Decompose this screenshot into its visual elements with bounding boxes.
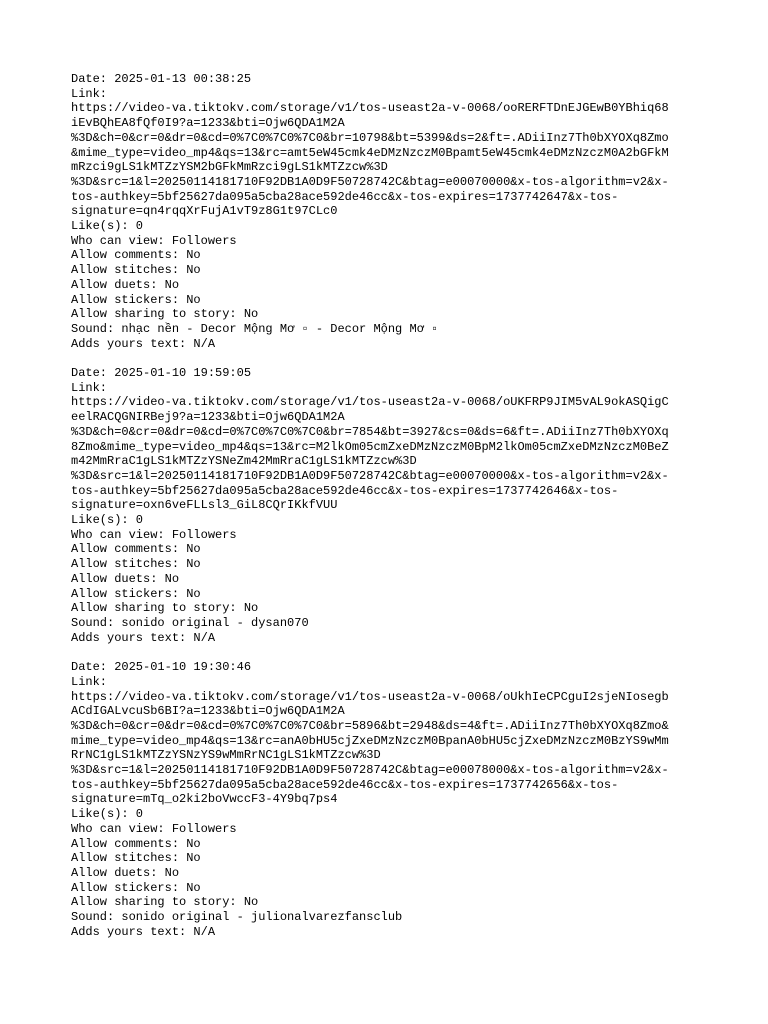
entry-likes: Like(s): 0	[71, 807, 144, 822]
entry-allow-stitches: Allow stitches: No	[71, 263, 201, 278]
entry-allow-comments: Allow comments: No	[71, 836, 201, 851]
entry-link-line: %3D&ch=0&cr=0&dr=0&cd=0%7C0%7C0%7C0&br=7854&bt=3927&cs=0&ds=6&ft=.ADiiInz7Th0bXYOXq	[71, 424, 669, 439]
entry-allow-duets: Allow duets: No	[71, 277, 180, 292]
entry-link-line: %3D&src=1&l=20250114181710F92DB1A0D9F50728742C&btag=e00078000&x-tos-algorithm=v2&x-	[71, 763, 669, 778]
entry-link-line: iEvBQhEA8fQf0I9?a=1233&bti=Ojw6QDA1M2A	[71, 116, 345, 131]
entry-allow-stitches: Allow stitches: No	[71, 557, 201, 572]
entry-who-can-view: Who can view: Followers	[71, 233, 237, 248]
entry-link-line: RrNC1gLS1kMTZzYSNzYS9wMmRrNC1gLS1kMTZzcw%3D	[71, 748, 381, 763]
document-page	[71, 72, 701, 954]
entry-date: Date: 2025-01-10 19:59:05	[71, 366, 252, 381]
entry-link-label: Link:	[71, 86, 108, 101]
entry-link-line: eelRACQGNIRBej9?a=1233&bti=Ojw6QDA1M2A	[71, 410, 345, 425]
entry-link-line: mRzci9gLS1kMTZzYSM2bGFkMmRzci9gLS1kMTZzcw%3D	[71, 160, 388, 175]
entry-link-line: ACdIGALvcuSb6BI?a=1233&bti=Ojw6QDA1M2A	[71, 704, 345, 719]
entry-sound: Sound: sonido original - dysan070	[71, 616, 309, 630]
entry-link-line: m42MmRraC1gLS1kMTZzYSNeZm42MmRraC1gLS1kMTZzcw%3D	[71, 454, 417, 469]
entry-allow-stickers: Allow stickers: No	[71, 292, 201, 307]
entry-who-can-view: Who can view: Followers	[71, 821, 237, 836]
entry-link-line: https://video-va.tiktokv.com/storage/v1/tos-useast2a-v-0068/ooRERFTDnEJGEwB0YBhiq68	[71, 101, 669, 116]
entry-date: Date: 2025-01-10 19:30:46	[71, 660, 252, 675]
entry-link-line: %3D&ch=0&cr=0&dr=0&cd=0%7C0%7C0%7C0&br=5896&bt=2948&ds=4&ft=.ADiiInz7Th0bXYOXq8Zmo&	[71, 718, 669, 733]
entry-link-line: %3D&src=1&l=20250114181710F92DB1A0D9F50728742C&btag=e00070000&x-tos-algorithm=v2&x-	[71, 468, 669, 483]
entry-link-line: %3D&ch=0&cr=0&dr=0&cd=0%7C0%7C0%7C0&br=10798&bt=5399&ds=2&ft=.ADiiInz7Th0bXYOXq8Zmo	[71, 130, 669, 145]
entry-link-label: Link:	[71, 674, 108, 689]
entry-link-line: signature=qn4rqqXrFujA1vT9z8G1t97CLc0	[71, 204, 338, 219]
entry-adds-yours: Adds yours text: N/A	[71, 336, 216, 351]
entry-allow-sharing: Allow sharing to story: No	[71, 601, 259, 616]
entry-allow-comments: Allow comments: No	[71, 542, 201, 557]
entry-adds-yours: Adds yours text: N/A	[71, 924, 216, 939]
entry-allow-sharing: Allow sharing to story: No	[71, 307, 259, 322]
entry-allow-sharing: Allow sharing to story: No	[71, 895, 259, 910]
entry-link-line: %3D&src=1&l=20250114181710F92DB1A0D9F50728742C&btag=e00070000&x-tos-algorithm=v2&x-	[71, 174, 669, 189]
entry-link-line: signature=mTq_o2ki2boVwccF3-4Y9bq7ps4	[71, 792, 338, 807]
video-entry	[71, 72, 701, 351]
entry-allow-comments: Allow comments: No	[71, 248, 201, 263]
entry-adds-yours: Adds yours text: N/A	[71, 630, 216, 645]
entry-sound: Sound: nhạc nền - Decor Mộng Mơ ▫ - Decor Mộng Mơ ▫	[71, 321, 439, 336]
entry-link-label: Link:	[71, 380, 108, 395]
entry-allow-stitches: Allow stitches: No	[71, 851, 201, 866]
entry-date: Date: 2025-01-13 00:38:25	[71, 72, 252, 86]
entry-link-line: tos-authkey=5bf25627da095a5cba28ace592de46cc&x-tos-expires=1737742647&x-tos-	[71, 189, 619, 204]
entry-link-line: https://video-va.tiktokv.com/storage/v1/tos-useast2a-v-0068/oUKFRP9JIM5vAL9okASQigC	[71, 395, 669, 410]
entry-link-line: &mime_type=video_mp4&qs=13&rc=amt5eW45cmk4eDMzNzczM0Bpamt5eW45cmk4eDMzNzczM0A2bGFkM	[71, 145, 669, 160]
entry-link-line: signature=oxn6veFLLsl3_GiL8CQrIKkfVUU	[71, 498, 338, 513]
entry-allow-duets: Allow duets: No	[71, 571, 180, 586]
entry-allow-duets: Allow duets: No	[71, 865, 180, 880]
entry-link-line: tos-authkey=5bf25627da095a5cba28ace592de46cc&x-tos-expires=1737742646&x-tos-	[71, 483, 619, 498]
entry-link-line: 8Zmo&mime_type=video_mp4&qs=13&rc=M2lkOm05cmZxeDMzNzczM0BpM2lkOm05cmZxeDMzNzczM0BeZ	[71, 439, 669, 454]
video-entry	[71, 660, 701, 939]
video-entry	[71, 366, 701, 645]
entry-allow-stickers: Allow stickers: No	[71, 880, 201, 895]
entry-likes: Like(s): 0	[71, 219, 144, 234]
entry-link-line: tos-authkey=5bf25627da095a5cba28ace592de46cc&x-tos-expires=1737742656&x-tos-	[71, 777, 619, 792]
entry-link-line: https://video-va.tiktokv.com/storage/v1/tos-useast2a-v-0068/oUkhIeCPCguI2sjeNIosegb	[71, 689, 669, 704]
entry-sound: Sound: sonido original - julionalvarezfansclub	[71, 910, 403, 925]
entry-link-line: mime_type=video_mp4&qs=13&rc=anA0bHU5cjZxeDMzNzczM0BpanA0bHU5cjZxeDMzNzczM0BzYS9wMm	[71, 733, 669, 748]
entry-likes: Like(s): 0	[71, 513, 144, 528]
entry-who-can-view: Who can view: Followers	[71, 527, 237, 542]
entry-allow-stickers: Allow stickers: No	[71, 586, 201, 601]
